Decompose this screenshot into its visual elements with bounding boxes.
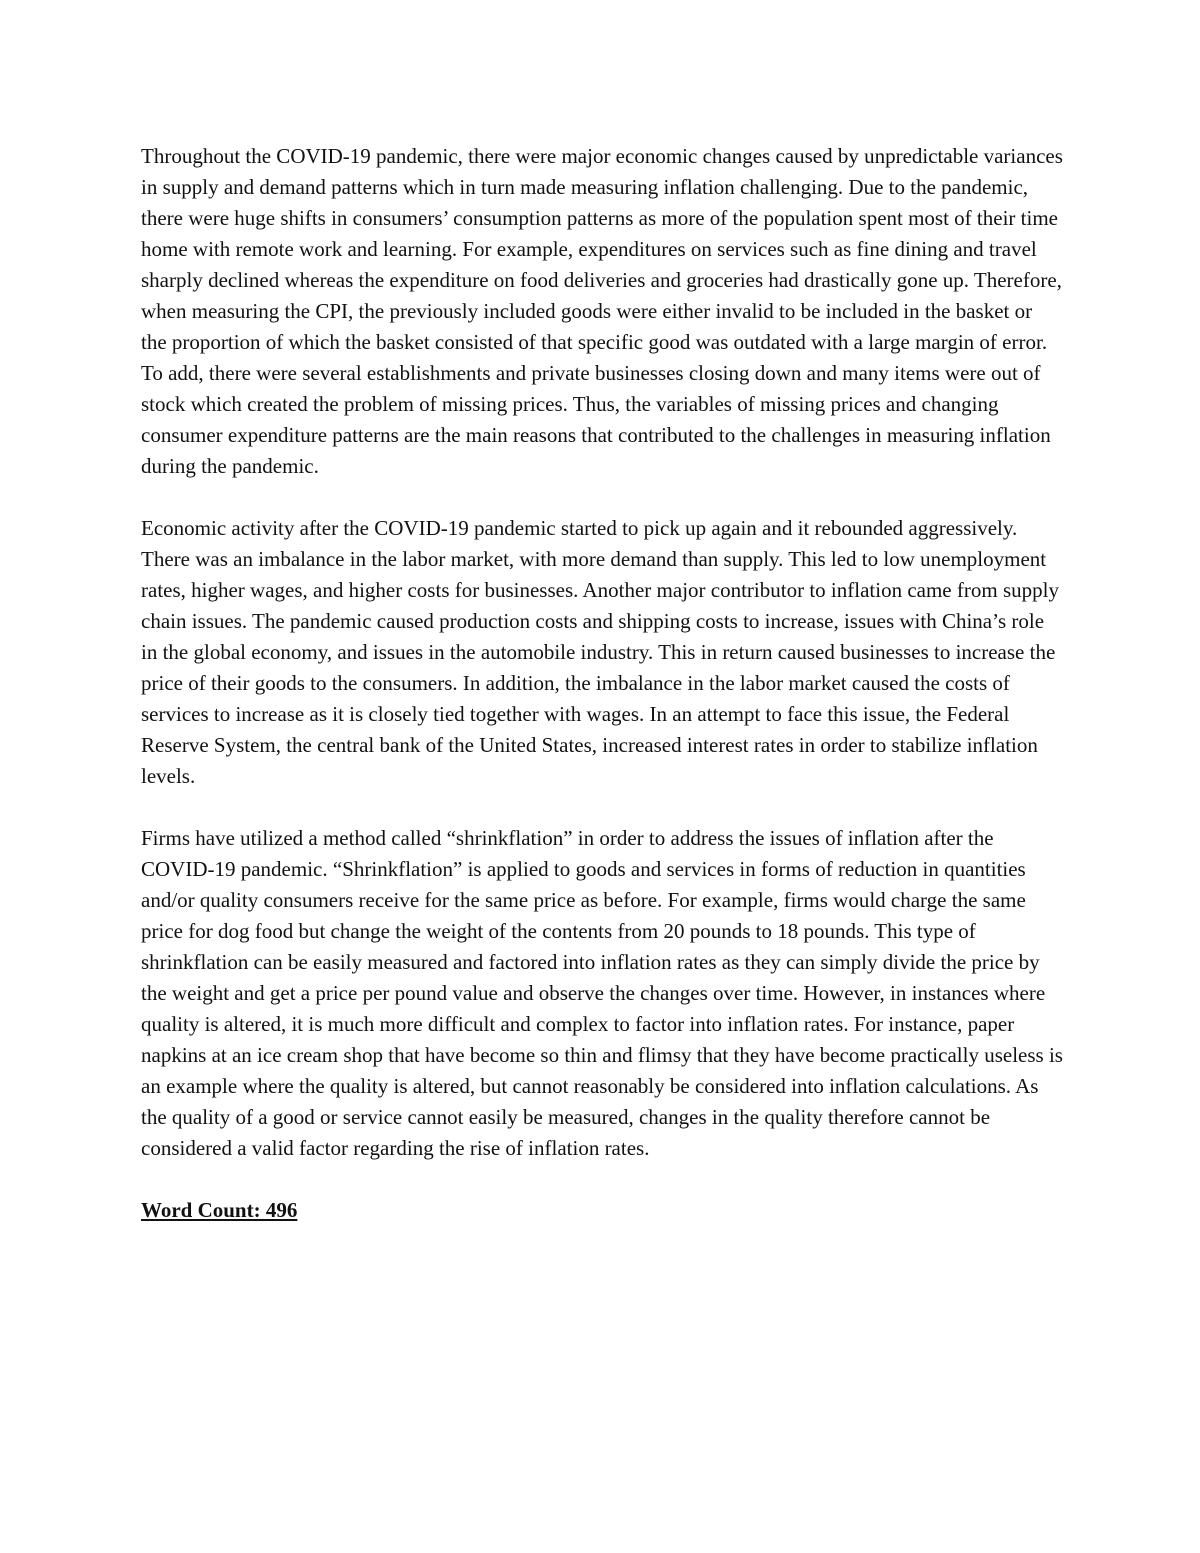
document-body (141, 141, 1063, 1226)
paragraph-shrinkflation: Firms have utilized a method called “shrinkflation” in order to address the issues of inflation after the COVID-19 pandemic. “Shrinkflation” is applied to goods and services in forms of reduction in quantities and/or quality consumers receive for the same price as before. For example, firms would charge the same price for dog food but change the weight of the contents from 20 pounds to 18 pounds. This type of shrinkflation can be easily measured and factored into inflation rates as they can simply divide the price by the weight and get a price per pound value and observe the changes over time. However, in instances where quality is altered, it is much more difficult and complex to factor into inflation rates. For instance, paper napkins at an ice cream shop that have become so thin and flimsy that they have become practically useless is an example where the quality is altered, but cannot reasonably be considered into inflation calculations. As the quality of a good or service cannot easily be measured, changes in the quality therefore cannot be considered a valid factor regarding the rise of inflation rates. (141, 826, 1063, 1160)
paragraph-post-pandemic-economy: Economic activity after the COVID-19 pandemic started to pick up again and it rebounded aggressively. There was an imbalance in the labor market, with more demand than supply. This led to low unemployment rates, higher wages, and higher costs for businesses. Another major contributor to inflation came from supply chain issues. The pandemic caused production costs and shipping costs to increase, issues with China’s role in the global economy, and issues in the automobile industry. This in return caused businesses to increase the price of their goods to the consumers. In addition, the imbalance in the labor market caused the costs of services to increase as it is closely tied together with wages. In an attempt to face this issue, the Federal Reserve System, the central bank of the United States, increased interest rates in order to stabilize inflation levels. (141, 516, 1059, 788)
word-count: Word Count: 496 (141, 1198, 298, 1222)
paragraph-covid-inflation-measurement: Throughout the COVID-19 pandemic, there were major economic changes caused by unpredictable variances in supply and demand patterns which in turn made measuring inflation challenging. Due to the pandemic, there were huge shifts in consumers’ consumption patterns as more of the population spent most of their time home with remote work and learning. For example, expenditures on services such as fine dining and travel sharply declined whereas the expenditure on food deliveries and groceries had drastically gone up. Therefore, when measuring the CPI, the previously included goods were either invalid to be included in the basket or the proportion of which the basket consisted of that specific good was outdated with a large margin of error. To add, there were several establishments and private businesses closing down and many items were out of stock which created the problem of missing prices. Thus, the variables of missing prices and changing consumer expenditure patterns are the main reasons that contributed to the challenges in measuring inflation during the pandemic. (141, 144, 1063, 478)
